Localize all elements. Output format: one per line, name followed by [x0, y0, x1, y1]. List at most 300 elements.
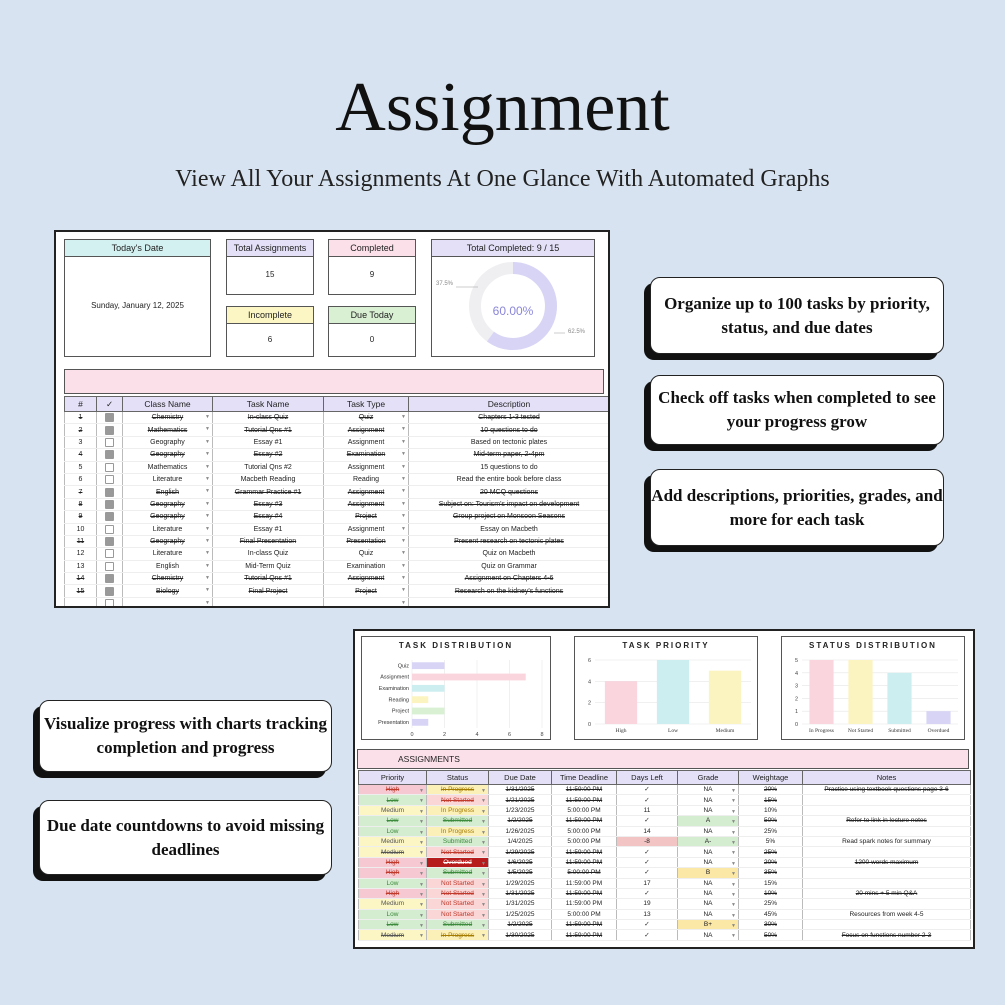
due-date-cell[interactable]: 1/30/2025: [489, 930, 552, 940]
description-cell[interactable]: 10 questions to do: [409, 424, 610, 436]
notes-cell[interactable]: [803, 920, 971, 930]
weightage-cell[interactable]: 20%: [739, 857, 803, 867]
due-date-cell[interactable]: 1/25/2025: [489, 909, 552, 919]
completed-checkbox[interactable]: [105, 512, 114, 521]
chevron-down-icon[interactable]: ▼: [419, 912, 424, 919]
chevron-down-icon[interactable]: ▼: [481, 839, 486, 846]
priority-cell[interactable]: [359, 857, 427, 867]
grade-cell[interactable]: [678, 785, 739, 795]
priority-cell[interactable]: [359, 868, 427, 878]
chevron-down-icon[interactable]: ▼: [401, 414, 406, 420]
notes-cell[interactable]: 1200 words maximum: [803, 857, 971, 867]
completed-checkbox[interactable]: [105, 438, 114, 447]
x-tick-label: 8: [540, 732, 544, 738]
completed-checkbox[interactable]: [105, 537, 114, 546]
due-date-cell[interactable]: 1/21/2025: [489, 795, 552, 805]
chevron-down-icon[interactable]: ▼: [205, 475, 210, 482]
chevron-down-icon[interactable]: ▼: [205, 575, 210, 582]
notes-cell[interactable]: [803, 847, 971, 857]
table-row: [359, 920, 971, 930]
task-name-cell[interactable]: Final Presentation: [213, 535, 324, 547]
task-name-cell[interactable]: Grammar Practice #1: [213, 486, 324, 498]
task-name-cell[interactable]: Tutorial Qns #1: [213, 424, 324, 436]
class-name-cell[interactable]: [123, 573, 213, 585]
task-name-cell[interactable]: Essay #1: [213, 523, 324, 535]
weightage-cell[interactable]: 50%: [739, 816, 803, 826]
status-cell[interactable]: [427, 785, 489, 795]
completed-checkbox[interactable]: [105, 475, 114, 484]
chevron-down-icon[interactable]: ▼: [205, 451, 210, 458]
grade-cell[interactable]: [678, 899, 739, 909]
weightage-cell[interactable]: 5%: [739, 836, 803, 846]
chevron-down-icon[interactable]: ▼: [205, 513, 210, 520]
priority-cell[interactable]: [359, 826, 427, 836]
class-name-cell[interactable]: [123, 597, 213, 608]
description-cell[interactable]: Chapters 1-3 tested: [409, 412, 610, 424]
class-name-cell[interactable]: [123, 523, 213, 535]
chevron-down-icon[interactable]: ▼: [419, 788, 424, 794]
weightage-cell[interactable]: 15%: [739, 878, 803, 888]
description-cell[interactable]: Mid-term paper, 2-4pm: [409, 449, 610, 461]
due-date-cell[interactable]: 1/6/2025: [489, 857, 552, 867]
time-deadline-cell[interactable]: 11:59:00 PM: [552, 795, 617, 805]
chevron-down-icon[interactable]: ▼: [419, 819, 424, 826]
description-cell[interactable]: Quiz on Macbeth: [409, 548, 610, 560]
notes-cell[interactable]: [803, 805, 971, 815]
category-label: Not Started: [847, 728, 874, 734]
task-type-cell[interactable]: [324, 498, 409, 510]
due-date-cell[interactable]: 1/4/2025: [489, 836, 552, 846]
task-name-cell[interactable]: Final Project: [213, 585, 324, 597]
chevron-down-icon[interactable]: ▼: [419, 860, 424, 867]
table-row: [359, 836, 971, 846]
status-cell[interactable]: [427, 920, 489, 930]
chevron-down-icon[interactable]: ▼: [205, 537, 210, 544]
task-type-cell[interactable]: [324, 449, 409, 461]
time-deadline-cell[interactable]: 11:59:00 PM: [552, 878, 617, 888]
description-cell[interactable]: 15 questions to do: [409, 461, 610, 473]
due-date-cell[interactable]: 1/31/2025: [489, 888, 552, 898]
chevron-down-icon[interactable]: ▼: [205, 550, 210, 557]
description-cell[interactable]: Essay on Macbeth: [409, 523, 610, 535]
weightage-cell[interactable]: 10%: [739, 888, 803, 898]
chevron-down-icon[interactable]: ▼: [401, 438, 406, 445]
time-deadline-cell[interactable]: 5:00:00 PM: [552, 909, 617, 919]
task-type-cell[interactable]: [324, 535, 409, 547]
chevron-down-icon[interactable]: ▼: [731, 808, 736, 815]
due-date-cell[interactable]: 1/29/2025: [489, 878, 552, 888]
priority-cell[interactable]: [359, 888, 427, 898]
task-type-cell[interactable]: [324, 511, 409, 523]
grade-cell[interactable]: [678, 930, 739, 940]
grade-cell[interactable]: [678, 826, 739, 836]
status-cell[interactable]: [427, 816, 489, 826]
days-left-cell: ✓: [617, 785, 678, 795]
row-number: 4: [65, 449, 97, 461]
chevron-down-icon[interactable]: ▼: [205, 463, 210, 470]
chevron-down-icon[interactable]: ▼: [481, 860, 486, 867]
due-date-cell[interactable]: 1/31/2025: [489, 899, 552, 909]
weightage-cell[interactable]: 10%: [739, 805, 803, 815]
description-cell[interactable]: [409, 597, 610, 608]
task-type-cell[interactable]: [324, 597, 409, 608]
priority-cell[interactable]: [359, 930, 427, 940]
checkbox-cell: [97, 523, 123, 535]
chevron-down-icon[interactable]: ▼: [481, 871, 486, 878]
chevron-down-icon[interactable]: ▼: [401, 451, 406, 458]
grade-cell[interactable]: [678, 888, 739, 898]
priority-cell[interactable]: [359, 785, 427, 795]
task-priority-chart: [574, 636, 758, 740]
chevron-down-icon[interactable]: ▼: [401, 575, 406, 582]
grade-value: NA: [703, 900, 713, 908]
grade-cell[interactable]: [678, 920, 739, 930]
completed-checkbox[interactable]: [105, 587, 114, 596]
chevron-down-icon[interactable]: ▼: [419, 933, 424, 940]
class-name-cell[interactable]: [123, 511, 213, 523]
task-type-cell[interactable]: [324, 523, 409, 535]
table-row: [65, 523, 610, 535]
weightage-cell[interactable]: 25%: [739, 826, 803, 836]
grade-cell[interactable]: [678, 836, 739, 846]
chevron-down-icon[interactable]: ▼: [205, 438, 210, 445]
priority-cell[interactable]: [359, 909, 427, 919]
class-name-cell[interactable]: [123, 436, 213, 448]
class-name-cell[interactable]: [123, 486, 213, 498]
chevron-down-icon[interactable]: ▼: [401, 500, 406, 507]
due-date-cell[interactable]: 1/2/2025: [489, 920, 552, 930]
completed-checkbox[interactable]: [105, 549, 114, 558]
task-name-cell[interactable]: Tutorial Qns #2: [213, 461, 324, 473]
grade-cell[interactable]: [678, 868, 739, 878]
priority-cell[interactable]: [359, 920, 427, 930]
status-cell[interactable]: [427, 795, 489, 805]
chevron-down-icon[interactable]: ▼: [401, 525, 406, 532]
chevron-down-icon[interactable]: ▼: [731, 829, 736, 836]
task-type-cell[interactable]: [324, 436, 409, 448]
chevron-down-icon[interactable]: ▼: [419, 850, 424, 857]
chevron-down-icon[interactable]: ▼: [401, 475, 406, 482]
grade-cell[interactable]: [678, 805, 739, 815]
chevron-down-icon[interactable]: ▼: [401, 513, 406, 520]
description-cell[interactable]: Subject on: Tourism's impact on development: [409, 498, 610, 510]
days-left-cell: 11: [617, 805, 678, 815]
task-name-cell[interactable]: Essay #3: [213, 498, 324, 510]
chevron-down-icon[interactable]: ▼: [419, 829, 424, 836]
chevron-down-icon[interactable]: ▼: [731, 902, 736, 909]
category-label: Low: [667, 728, 679, 734]
due-today-value: 0: [369, 335, 375, 344]
completed-checkbox[interactable]: [105, 562, 114, 571]
description-cell[interactable]: Research on the kidney's functions: [409, 585, 610, 597]
task-type-cell[interactable]: [324, 560, 409, 572]
time-deadline-cell[interactable]: 5:00:00 PM: [552, 805, 617, 815]
priority-value: Medium: [380, 806, 405, 814]
due-date-cell[interactable]: 1/2/2025: [489, 816, 552, 826]
status-cell[interactable]: [427, 857, 489, 867]
chevron-down-icon[interactable]: ▼: [419, 902, 424, 909]
weightage-cell[interactable]: 45%: [739, 909, 803, 919]
status-cell[interactable]: [427, 826, 489, 836]
time-deadline-cell[interactable]: 5:00:00 PM: [552, 868, 617, 878]
chevron-down-icon[interactable]: ▼: [731, 891, 736, 898]
completed-checkbox[interactable]: [105, 599, 114, 608]
task-type-cell[interactable]: [324, 548, 409, 560]
chevron-down-icon[interactable]: ▼: [419, 881, 424, 888]
chevron-down-icon[interactable]: ▼: [481, 933, 486, 940]
assignment-tracker-sheet: [353, 629, 975, 949]
status-value: Submitted: [442, 921, 473, 929]
chevron-down-icon[interactable]: ▼: [205, 599, 210, 606]
description-cell[interactable]: Quiz on Grammar: [409, 560, 610, 572]
status-cell[interactable]: [427, 909, 489, 919]
task-name-cell[interactable]: Mid-Term Quiz: [213, 560, 324, 572]
notes-cell[interactable]: [803, 868, 971, 878]
weightage-cell[interactable]: 50%: [739, 930, 803, 940]
y-tick-label: 2: [794, 696, 798, 703]
notes-cell[interactable]: [803, 795, 971, 805]
task-type-cell[interactable]: [324, 412, 409, 424]
task-name-cell[interactable]: In-class Quiz: [213, 412, 324, 424]
chevron-down-icon[interactable]: ▼: [481, 808, 486, 815]
completed-checkbox[interactable]: [105, 450, 114, 459]
notes-cell[interactable]: [803, 826, 971, 836]
weightage-cell[interactable]: 20%: [739, 785, 803, 795]
time-deadline-cell[interactable]: 11:59:00 PM: [552, 857, 617, 867]
description-cell[interactable]: Assignment on Chapters 4-6: [409, 573, 610, 585]
table-row: [359, 816, 971, 826]
task-type: Assignment: [347, 500, 385, 508]
chevron-down-icon[interactable]: ▼: [731, 871, 736, 878]
chevron-down-icon[interactable]: ▼: [205, 488, 210, 495]
class-name-cell[interactable]: [123, 498, 213, 510]
chevron-down-icon[interactable]: ▼: [481, 912, 486, 919]
grade-cell[interactable]: [678, 816, 739, 826]
chevron-down-icon[interactable]: ▼: [481, 829, 486, 836]
time-deadline-cell[interactable]: 11:59:00 PM: [552, 847, 617, 857]
due-date-cell[interactable]: 1/26/2025: [489, 826, 552, 836]
notes-cell[interactable]: Focus on functions number 2-3: [803, 930, 971, 940]
row-number: 6: [65, 473, 97, 485]
chevron-down-icon[interactable]: ▼: [481, 923, 486, 930]
completed-checkbox[interactable]: [105, 574, 114, 583]
grade-cell[interactable]: [678, 909, 739, 919]
grade-cell[interactable]: [678, 847, 739, 857]
task-type-cell[interactable]: [324, 585, 409, 597]
status-cell[interactable]: [427, 805, 489, 815]
class-name: Geography: [150, 451, 185, 459]
weightage-cell[interactable]: 30%: [739, 920, 803, 930]
weightage-cell[interactable]: 25%: [739, 847, 803, 857]
due-date-cell[interactable]: 1/31/2025: [489, 785, 552, 795]
chevron-down-icon[interactable]: ▼: [731, 788, 736, 794]
task-name-cell[interactable]: [213, 597, 324, 608]
weightage-cell[interactable]: 15%: [739, 795, 803, 805]
notes-cell[interactable]: Practice using textbook questions page 3-6: [803, 785, 971, 795]
completed-checkbox[interactable]: [105, 500, 114, 509]
chevron-down-icon[interactable]: ▼: [205, 587, 210, 594]
grade-value: NA: [703, 786, 713, 794]
description-cell[interactable]: Based on tectonic plates: [409, 436, 610, 448]
task-name-cell[interactable]: Macbeth Reading: [213, 473, 324, 485]
chevron-down-icon[interactable]: ▼: [731, 912, 736, 919]
time-deadline-cell[interactable]: 11:59:00 PM: [552, 785, 617, 795]
chevron-down-icon[interactable]: ▼: [731, 850, 736, 857]
chevron-down-icon[interactable]: ▼: [401, 426, 406, 433]
task-name-cell[interactable]: Tutorial Qns #1: [213, 573, 324, 585]
class-name-cell[interactable]: [123, 560, 213, 572]
notes-cell[interactable]: [803, 878, 971, 888]
chevron-down-icon[interactable]: ▼: [481, 798, 486, 805]
chevron-down-icon[interactable]: ▼: [731, 860, 736, 867]
class-name: Literature: [152, 550, 183, 558]
chevron-down-icon[interactable]: ▼: [205, 426, 210, 433]
grade-cell[interactable]: [678, 857, 739, 867]
category-label: Submitted: [888, 728, 911, 734]
description-cell[interactable]: Read the entire book before class: [409, 473, 610, 485]
checkbox-cell: [97, 548, 123, 560]
chevron-down-icon[interactable]: ▼: [401, 562, 406, 569]
chevron-down-icon[interactable]: ▼: [481, 902, 486, 909]
class-name-cell[interactable]: [123, 585, 213, 597]
column-header: Task Type: [324, 397, 409, 412]
notes-cell[interactable]: Read spark notes for summary: [803, 836, 971, 846]
row-number: 2: [65, 424, 97, 436]
chevron-down-icon[interactable]: ▼: [419, 808, 424, 815]
chevron-down-icon[interactable]: ▼: [205, 562, 210, 569]
priority-cell[interactable]: [359, 795, 427, 805]
chevron-down-icon[interactable]: ▼: [731, 839, 736, 846]
notes-cell[interactable]: Resources from week 4-5: [803, 909, 971, 919]
chevron-down-icon[interactable]: ▼: [731, 798, 736, 805]
completed-checkbox[interactable]: [105, 463, 114, 472]
status-cell[interactable]: [427, 868, 489, 878]
chevron-down-icon[interactable]: ▼: [731, 923, 736, 930]
category-label: Examination: [378, 686, 409, 693]
time-deadline-cell[interactable]: 11:59:00 PM: [552, 888, 617, 898]
weightage-cell[interactable]: 35%: [739, 868, 803, 878]
class-name: Geography: [150, 538, 185, 546]
table-row: [359, 857, 971, 867]
y-tick-label: 5: [794, 658, 798, 664]
description-cell[interactable]: Present research on tectonic plates: [409, 535, 610, 547]
priority-cell[interactable]: [359, 836, 427, 846]
chevron-down-icon[interactable]: ▼: [419, 923, 424, 930]
status-cell[interactable]: [427, 847, 489, 857]
task-type-cell[interactable]: [324, 424, 409, 436]
priority-cell[interactable]: [359, 899, 427, 909]
grade-cell[interactable]: [678, 878, 739, 888]
chevron-down-icon[interactable]: ▼: [419, 798, 424, 805]
completed-checkbox[interactable]: [105, 413, 114, 422]
task-type-cell[interactable]: [324, 573, 409, 585]
chevron-down-icon[interactable]: ▼: [481, 881, 486, 888]
chevron-down-icon[interactable]: ▼: [401, 599, 406, 606]
class-name-cell[interactable]: [123, 424, 213, 436]
task-name-cell[interactable]: Essay #1: [213, 436, 324, 448]
chevron-down-icon[interactable]: ▼: [401, 587, 406, 594]
y-tick-label: 0: [794, 722, 798, 728]
grade-cell[interactable]: [678, 795, 739, 805]
notes-cell[interactable]: [803, 899, 971, 909]
chevron-down-icon[interactable]: ▼: [481, 891, 486, 898]
priority-cell[interactable]: [359, 816, 427, 826]
y-tick-label: 6: [587, 658, 591, 664]
due-date-cell[interactable]: 1/23/2025: [489, 805, 552, 815]
class-name-cell[interactable]: [123, 548, 213, 560]
todays-date-card: [64, 239, 211, 357]
status-cell[interactable]: [427, 899, 489, 909]
task-name-cell[interactable]: Essay #2: [213, 449, 324, 461]
status-cell[interactable]: [427, 888, 489, 898]
column-header: Description: [409, 397, 610, 412]
task-type-cell[interactable]: [324, 473, 409, 485]
chevron-down-icon[interactable]: ▼: [401, 463, 406, 470]
time-deadline-cell[interactable]: 5:00:00 PM: [552, 826, 617, 836]
chevron-down-icon[interactable]: ▼: [401, 488, 406, 495]
status-cell[interactable]: [427, 878, 489, 888]
notes-cell[interactable]: Refer to link in lecture notes: [803, 816, 971, 826]
notes-cell[interactable]: 20 mins + 5 min Q&A: [803, 888, 971, 898]
task-type-cell[interactable]: [324, 461, 409, 473]
bar: [605, 681, 637, 724]
weightage-cell[interactable]: 25%: [739, 899, 803, 909]
chevron-down-icon[interactable]: ▼: [481, 819, 486, 826]
completed-checkbox[interactable]: [105, 525, 114, 534]
task-type-cell[interactable]: [324, 486, 409, 498]
chevron-down-icon[interactable]: ▼: [481, 850, 486, 857]
completed-checkbox[interactable]: [105, 488, 114, 497]
task-name-cell[interactable]: In-class Quiz: [213, 548, 324, 560]
description-cell[interactable]: 20 MCQ questions: [409, 486, 610, 498]
chevron-down-icon[interactable]: ▼: [419, 839, 424, 846]
chevron-down-icon[interactable]: ▼: [731, 819, 736, 826]
class-name-cell[interactable]: [123, 449, 213, 461]
x-tick-label: 6: [507, 732, 512, 738]
chevron-down-icon[interactable]: ▼: [731, 881, 736, 888]
time-deadline-cell[interactable]: 5:00:00 PM: [552, 836, 617, 846]
time-deadline-cell[interactable]: 11:59:00 PM: [552, 899, 617, 909]
chevron-down-icon[interactable]: ▼: [481, 788, 486, 794]
task-name-cell[interactable]: Essay #4: [213, 511, 324, 523]
time-deadline-cell[interactable]: 11:59:00 PM: [552, 930, 617, 940]
status-cell[interactable]: [427, 930, 489, 940]
chevron-down-icon[interactable]: ▼: [205, 414, 210, 420]
status-cell[interactable]: [427, 836, 489, 846]
priority-cell[interactable]: [359, 878, 427, 888]
chevron-down-icon[interactable]: ▼: [205, 500, 210, 507]
priority-cell[interactable]: [359, 805, 427, 815]
chevron-down-icon[interactable]: ▼: [401, 550, 406, 557]
chevron-down-icon[interactable]: ▼: [401, 537, 406, 544]
description-cell[interactable]: Group project on Monsoon Seasons: [409, 511, 610, 523]
status-value: Not Started: [441, 890, 474, 898]
priority-cell[interactable]: [359, 847, 427, 857]
class-name-cell[interactable]: [123, 473, 213, 485]
chevron-down-icon[interactable]: ▼: [419, 891, 424, 898]
chevron-down-icon[interactable]: ▼: [419, 871, 424, 878]
class-name-cell[interactable]: [123, 412, 213, 424]
time-deadline-cell[interactable]: 11:59:00 PM: [552, 920, 617, 930]
chevron-down-icon[interactable]: ▼: [731, 933, 736, 940]
due-date-cell[interactable]: 1/29/2025: [489, 847, 552, 857]
class-name-cell[interactable]: [123, 461, 213, 473]
time-deadline-cell[interactable]: 11:59:00 PM: [552, 816, 617, 826]
completed-checkbox[interactable]: [105, 426, 114, 435]
due-date-cell[interactable]: 1/5/2025: [489, 868, 552, 878]
chevron-down-icon[interactable]: ▼: [205, 525, 210, 532]
class-name-cell[interactable]: [123, 535, 213, 547]
